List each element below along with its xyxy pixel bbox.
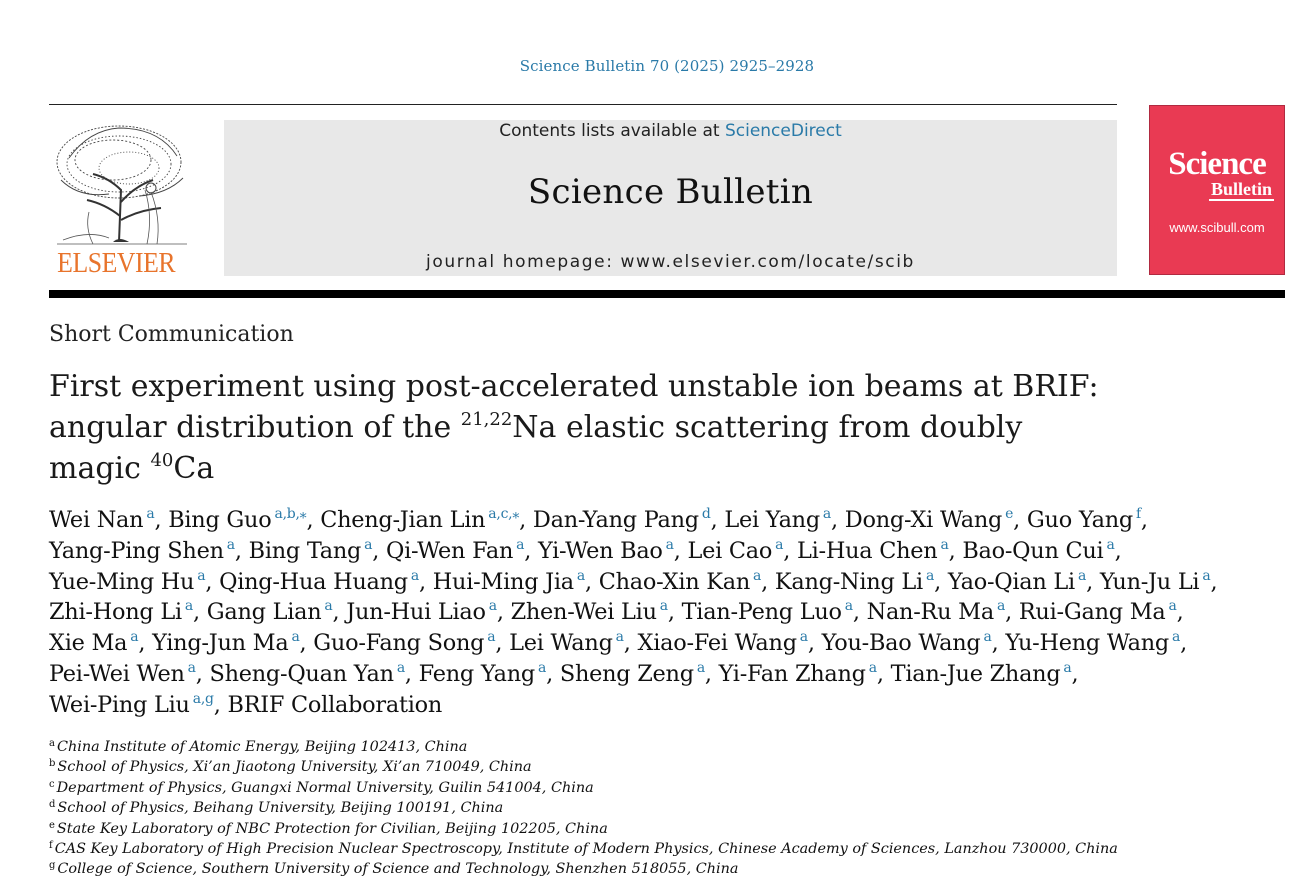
author-name[interactable]: Kang-Ning Li bbox=[774, 568, 923, 595]
author-name[interactable]: Nan-Ru Ma bbox=[866, 599, 994, 626]
author-affiliation-marker[interactable]: a bbox=[364, 536, 373, 553]
author-affiliation-marker[interactable]: a bbox=[538, 659, 547, 676]
author-affiliation-marker[interactable]: a,c,⁎ bbox=[488, 506, 520, 522]
author-name[interactable]: Yue-Ming Hu bbox=[49, 568, 195, 595]
author-name[interactable]: Yang-Ping Shen bbox=[49, 537, 224, 564]
journal-citation[interactable]: Science Bulletin 70 (2025) 2925–2928 bbox=[519, 57, 815, 75]
author-affiliation-marker[interactable]: d bbox=[701, 506, 711, 522]
author-affiliation-marker[interactable]: a bbox=[291, 629, 300, 646]
author-name[interactable]: Yi-Wen Bao bbox=[538, 537, 663, 564]
contents-prefix: Contents lists available at bbox=[499, 121, 725, 141]
author-affiliation-marker[interactable]: a bbox=[753, 567, 762, 584]
article-type: Short Communication bbox=[49, 322, 294, 347]
author-name[interactable]: Guo Yang bbox=[1026, 507, 1133, 533]
author-name[interactable]: Dan-Yang Pang bbox=[532, 507, 699, 533]
author-name[interactable]: Dong-Xi Wang bbox=[844, 507, 1003, 533]
author-affiliation-marker[interactable]: a bbox=[187, 659, 196, 676]
affiliation-key: f bbox=[49, 840, 53, 852]
title-line-2-pre: angular distribution of the bbox=[49, 410, 461, 445]
author-affiliation-marker[interactable]: a bbox=[516, 536, 525, 553]
author-name[interactable]: Pei-Wei Wen bbox=[49, 660, 185, 687]
sciencedirect-link[interactable]: ScienceDirect bbox=[724, 121, 842, 141]
author-affiliation-marker[interactable]: a bbox=[396, 659, 405, 676]
title-calcium-sup: 40 bbox=[150, 450, 174, 471]
cover-url: www.scibull.com bbox=[1169, 220, 1265, 235]
author-affiliation-marker[interactable]: a bbox=[983, 629, 992, 646]
author-name[interactable]: BRIF Collaboration bbox=[227, 691, 443, 718]
title-line-3-post: Ca bbox=[173, 451, 215, 486]
elsevier-wordmark[interactable]: ELSEVIER bbox=[57, 248, 176, 279]
author-name[interactable]: Wei Nan bbox=[49, 507, 144, 533]
author-name[interactable]: Lei Cao bbox=[687, 537, 773, 564]
author-name[interactable]: Guo-Fang Song bbox=[313, 630, 485, 657]
author-affiliation-marker[interactable]: a bbox=[1172, 629, 1181, 646]
journal-name: Science Bulletin bbox=[527, 172, 814, 212]
affiliation-text: CAS Key Laboratory of High Precision Nuclear Spectroscopy, Institute of Modern Physics, Chinese Academy of Sciences, Lanzhou 730000, China bbox=[54, 841, 1118, 858]
affiliation-list bbox=[49, 737, 1299, 880]
author-name[interactable]: Gang Lian bbox=[206, 599, 322, 626]
author-name[interactable]: Ying-Jun Ma bbox=[152, 630, 289, 657]
cover-subtitle-wrap bbox=[1150, 179, 1284, 200]
article-title bbox=[49, 366, 1249, 489]
author-affiliation-marker[interactable]: a bbox=[410, 567, 420, 584]
author-affiliation-marker[interactable]: a bbox=[775, 536, 784, 553]
author-affiliation-marker[interactable]: a bbox=[226, 536, 235, 553]
author-line: Pei-Wei Wen $^a$, Sheng-Quan Yan $^a$, Feng Yang $^a$, Sheng Zeng $^a$, Yi-Fan Zhang $^a$, Tian-Jue Zhang $^a$, bbox=[49, 659, 1079, 687]
affiliation-text: Department of Physics, Guangxi Normal University, Guilin 541004, China bbox=[56, 779, 594, 796]
affiliation-key: g bbox=[49, 860, 56, 872]
author-name[interactable]: Chao-Xin Kan bbox=[598, 568, 751, 595]
author-affiliation-marker[interactable]: a bbox=[1063, 659, 1072, 676]
author-affiliation-marker[interactable]: a bbox=[130, 629, 139, 646]
author-affiliation-marker[interactable]: a bbox=[487, 629, 496, 646]
author-name[interactable]: Yao-Qian Li bbox=[947, 568, 1075, 595]
author-line: Wei Nan $^a$, Bing Guo $^{a,b,⁎}$, Cheng-Jian Lin $^{a,c,⁎}$, Dan-Yang Pang $^d$, Lei Yang $^a$, Dong-Xi Wang $^e$, Guo Yang $^f$, bbox=[49, 506, 1148, 533]
author-affiliation-marker[interactable]: a,b,⁎ bbox=[274, 506, 307, 522]
author-name[interactable]: Tian-Jue Zhang bbox=[890, 660, 1061, 687]
affiliation-item bbox=[49, 859, 1299, 879]
author-name[interactable]: Bing Tang bbox=[248, 537, 362, 564]
author-name[interactable]: Sheng-Quan Yan bbox=[209, 660, 394, 687]
affiliation-item bbox=[49, 798, 1299, 818]
author-name[interactable]: Xiao-Fei Wang bbox=[637, 630, 797, 657]
author-name[interactable]: Sheng Zeng bbox=[559, 660, 694, 687]
affiliation-item bbox=[49, 778, 1299, 798]
author-affiliation-marker[interactable]: e bbox=[1005, 506, 1014, 522]
affiliation-key: d bbox=[49, 799, 56, 811]
title-line-2-post: Na elastic scattering from doubly bbox=[512, 410, 1023, 445]
title-line-3 bbox=[49, 448, 1249, 489]
journal-homepage-line[interactable]: journal homepage: www.elsevier.com/locate/scib bbox=[426, 252, 915, 272]
title-isotope-sup: 21,22 bbox=[460, 409, 513, 430]
affiliation-key: b bbox=[49, 758, 56, 770]
author-name[interactable]: Zhi-Hong Li bbox=[49, 599, 182, 626]
author-affiliation-marker[interactable]: a bbox=[868, 659, 877, 676]
author-name[interactable]: Qing-Hua Huang bbox=[219, 568, 408, 595]
affiliation-item bbox=[49, 819, 1299, 839]
author-affiliation-marker[interactable]: a bbox=[197, 567, 206, 584]
affiliation-text: School of Physics, Xi’an Jiaotong University, Xi’an 710049, China bbox=[57, 759, 532, 776]
author-affiliation-marker[interactable]: a,g bbox=[192, 690, 214, 707]
author-name[interactable]: Zhen-Wei Liu bbox=[510, 599, 657, 626]
author-affiliation-marker[interactable]: a bbox=[659, 598, 668, 615]
author-affiliation-marker[interactable]: a bbox=[1168, 598, 1177, 615]
author-name[interactable]: Lei Yang bbox=[724, 507, 820, 533]
author-affiliation-marker[interactable]: a bbox=[925, 567, 935, 584]
cover-title: Science bbox=[1168, 146, 1266, 182]
author-name[interactable]: Hui-Ming Jia bbox=[432, 568, 574, 595]
cover-subtitle: Bulletin bbox=[1210, 179, 1272, 199]
author-affiliation-marker[interactable]: a bbox=[146, 506, 155, 522]
author-affiliation-marker[interactable]: a bbox=[324, 598, 333, 615]
author-name[interactable]: Yun-Ju Li bbox=[1099, 568, 1200, 595]
affiliation-text: School of Physics, Beihang University, Beijing 100191, China bbox=[57, 800, 504, 817]
affiliation-text: China Institute of Atomic Energy, Beijing 102413, China bbox=[56, 739, 468, 755]
author-affiliation-marker[interactable]: a bbox=[1202, 567, 1211, 584]
author-name[interactable]: Tian-Peng Luo bbox=[681, 599, 842, 626]
author-name[interactable]: Lei Wang bbox=[509, 630, 613, 657]
affiliation-key: e bbox=[49, 819, 55, 831]
author-name[interactable]: Feng Yang bbox=[418, 660, 535, 687]
author-affiliation-marker[interactable]: a bbox=[1106, 536, 1115, 553]
author-line: Yang-Ping Shen $^a$, Bing Tang $^a$, Qi-Wen Fan $^a$, Yi-Wen Bao $^a$, Lei Cao $^a$, Li-Hua Chen $^a$, Bao-Qun Cui $^a$, bbox=[49, 536, 1122, 564]
author-name[interactable]: Qi-Wen Fan bbox=[386, 537, 514, 564]
affiliation-key: c bbox=[49, 778, 55, 790]
author-name[interactable]: Cheng-Jian Lin bbox=[320, 507, 486, 533]
title-line-2 bbox=[49, 407, 1249, 448]
affiliation-key: a bbox=[49, 738, 55, 749]
title-line-3-pre: magic bbox=[49, 451, 151, 486]
author-affiliation-marker[interactable]: a bbox=[1077, 567, 1087, 584]
affiliation-text: State Key Laboratory of NBC Protection for Civilian, Beijing 102205, China bbox=[56, 820, 608, 837]
author-name[interactable]: Wei-Ping Liu bbox=[49, 691, 190, 718]
author-line: Xie Ma $^a$, Ying-Jun Ma $^a$, Guo-Fang Song $^a$, Lei Wang $^a$, Xiao-Fei Wang $^a$, You-Bao Wang $^a$, Yu-Heng Wang $^a$, bbox=[49, 629, 1187, 657]
author-affiliation-marker[interactable]: a bbox=[488, 598, 497, 615]
author-affiliation-marker[interactable]: a bbox=[576, 567, 585, 584]
author-line: Yue-Ming Hu $^a$, Qing-Hua Huang $^a$, Hui-Ming Jia $^a$, Chao-Xin Kan $^a$, Kang-Ning Li $^a$, Yao-Qian Li $^a$, Yun-Ju Li $^a$, bbox=[49, 567, 1218, 595]
author-name[interactable]: Xie Ma bbox=[49, 630, 128, 657]
author-affiliation-marker[interactable]: a bbox=[799, 629, 808, 646]
author-name[interactable]: Bao-Qun Cui bbox=[962, 537, 1104, 564]
affiliation-text: College of Science, Southern University of Science and Technology, Shenzhen 518055, China bbox=[57, 861, 739, 878]
author-line: Wei-Ping Liu $^{a,g}$, BRIF Collaboration bbox=[49, 690, 443, 718]
affiliation-item bbox=[49, 737, 1299, 757]
affiliation-item bbox=[49, 839, 1299, 859]
author-name[interactable]: Bing Guo bbox=[168, 507, 272, 533]
author-affiliation-marker[interactable]: f bbox=[1135, 506, 1141, 522]
author-affiliation-marker[interactable]: a bbox=[184, 598, 193, 615]
contents-available-line bbox=[224, 121, 1117, 141]
title-line-1: First experiment using post-accelerated unstable ion beams at BRIF: bbox=[49, 369, 1099, 404]
affiliation-item bbox=[49, 757, 1299, 777]
author-name[interactable]: Rui-Gang Ma bbox=[1018, 599, 1166, 626]
author-affiliation-marker[interactable]: a bbox=[665, 536, 674, 553]
author-name[interactable]: Jun-Hui Liao bbox=[346, 599, 486, 626]
author-affiliation-marker[interactable]: a bbox=[996, 598, 1006, 615]
author-line: Zhi-Hong Li $^a$, Gang Lian $^a$, Jun-Hui Liao $^a$, Zhen-Wei Liu $^a$, Tian-Peng Luo $^a$, Nan-Ru Ma $^a$, Rui-Gang Ma $^a$, bbox=[49, 598, 1184, 626]
header-rule-thin bbox=[49, 104, 1117, 105]
author-affiliation-marker[interactable]: a bbox=[844, 598, 853, 615]
author-affiliation-marker[interactable]: a bbox=[822, 506, 832, 522]
author-name[interactable]: Li-Hua Chen bbox=[796, 537, 938, 564]
author-name[interactable]: Yu-Heng Wang bbox=[1005, 630, 1170, 657]
author-affiliation-marker[interactable]: a bbox=[696, 659, 705, 676]
author-name[interactable]: You-Bao Wang bbox=[821, 630, 981, 657]
author-affiliation-marker[interactable]: a bbox=[940, 536, 949, 553]
author-name[interactable]: Yi-Fan Zhang bbox=[718, 660, 866, 687]
header-rule-thick bbox=[49, 290, 1285, 298]
author-list bbox=[49, 505, 1299, 721]
journal-cover-thumbnail[interactable] bbox=[1149, 105, 1285, 275]
author-affiliation-marker[interactable]: a bbox=[615, 629, 624, 646]
